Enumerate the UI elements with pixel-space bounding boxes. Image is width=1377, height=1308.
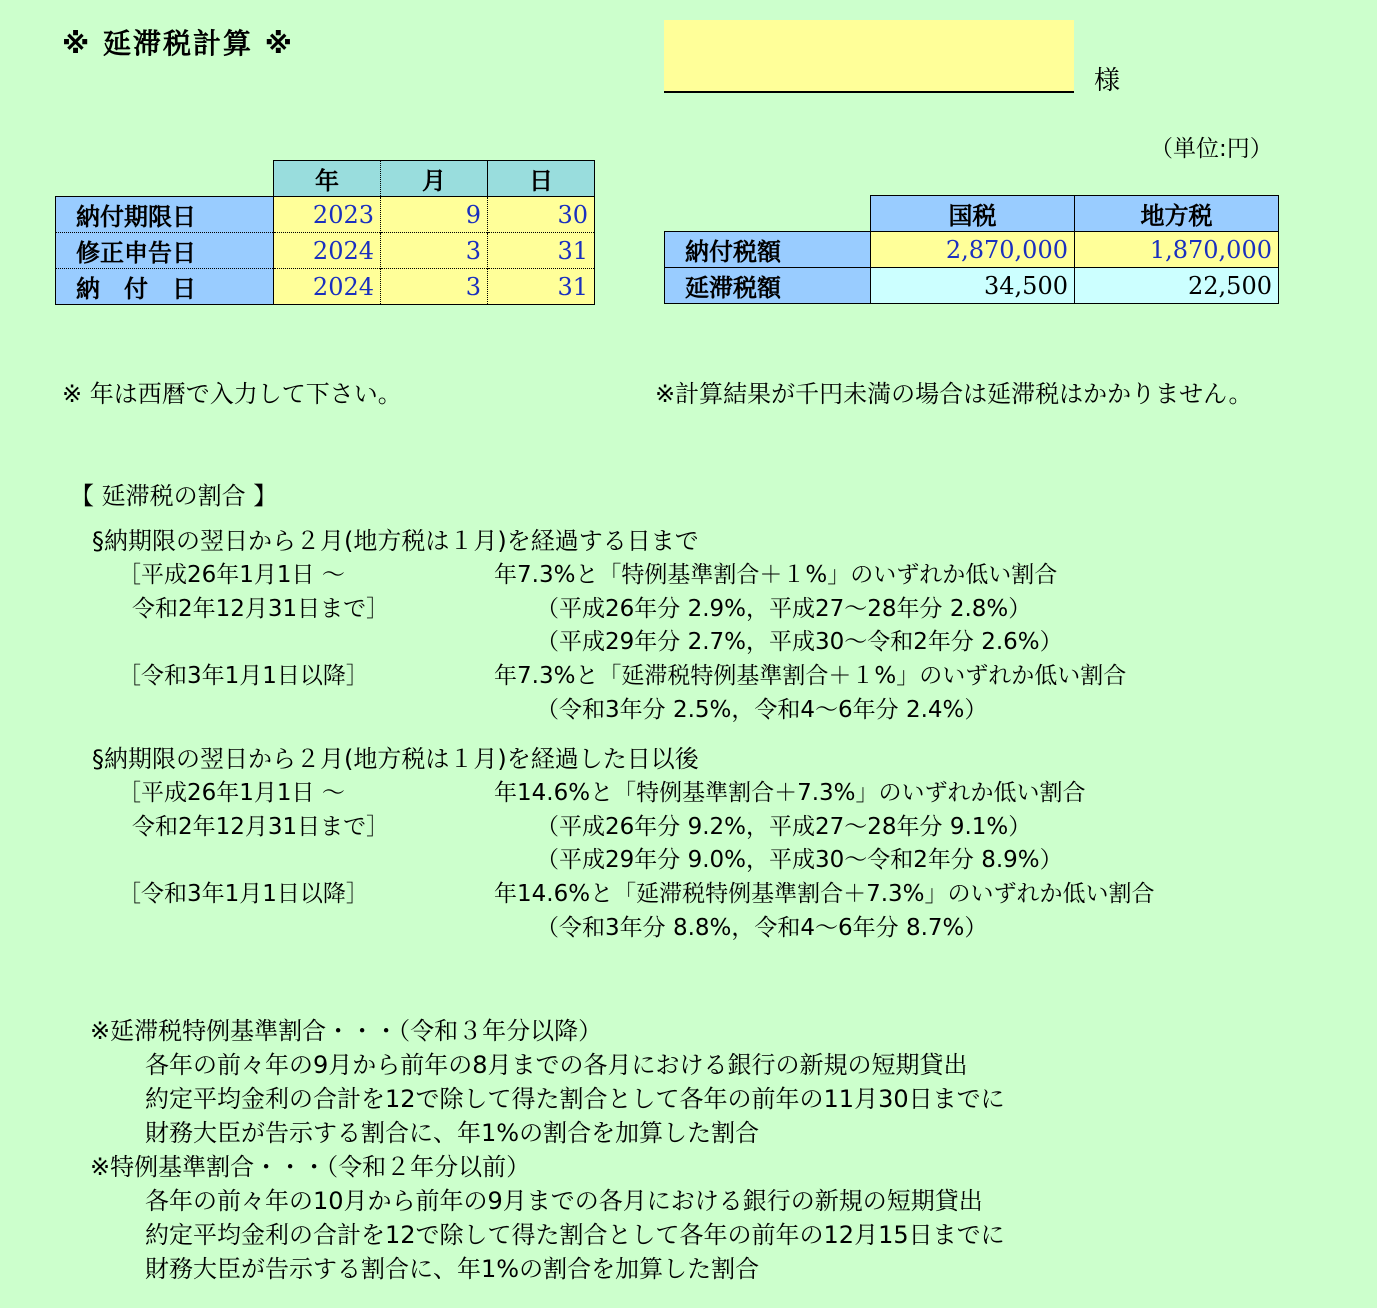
rates-heading: 【 延滞税の割合 】 — [70, 482, 278, 510]
local-tax-amount-input[interactable]: 1,870,000 — [1075, 232, 1279, 268]
table-row — [665, 268, 1279, 304]
footnote-text: 約定平均金利の合計を12で除して得た割合として各年の前年の12月15日までに — [145, 1221, 1005, 1249]
row-label-amended: 修正申告日 — [56, 233, 274, 269]
footnote-text: 約定平均金利の合計を12で除して得た割合として各年の前年の11月30日までに — [145, 1085, 1005, 1113]
local-delinquency-tax-value: 22,500 — [1075, 268, 1279, 304]
footnote-title: ※延滞税特例基準割合・・・（令和３年分以降） — [90, 1017, 603, 1045]
table-row — [56, 197, 595, 233]
row-label-payment: 納 付 日 — [56, 269, 274, 305]
payment-year-input[interactable]: 2024 — [274, 269, 381, 305]
table-row — [56, 269, 595, 305]
rates-section-1-title: §納期限の翌日から２月(地方税は１月)を経過する日まで — [92, 527, 699, 555]
footnote-text: 各年の前々年の10月から前年の9月までの各月における銀行の新規の短期貸出 — [145, 1187, 983, 1215]
row-label-deadline: 納付期限日 — [56, 197, 274, 233]
col-local-tax-header: 地方税 — [1075, 196, 1279, 232]
amended-year-input[interactable]: 2024 — [274, 233, 381, 269]
unit-label: （単位:円） — [1150, 136, 1273, 162]
col-year-header: 年 — [274, 161, 381, 197]
rates-detail-text: （令和3年分 2.5%，令和4～6年分 2.4%） — [536, 697, 988, 723]
footnote-text: 財務大臣が告示する割合に、年1%の割合を加算した割合 — [145, 1119, 760, 1147]
page-title: ※ 延滞税計算 ※ — [62, 27, 294, 60]
row-label-tax-amount: 納付税額 — [665, 232, 871, 268]
rates-detail-text: （平成29年分 2.7%，平成30～令和2年分 2.6%） — [536, 629, 1063, 655]
national-tax-amount-input[interactable]: 2,870,000 — [871, 232, 1075, 268]
table-row — [56, 233, 595, 269]
rates-period-label: 令和2年12月31日まで］ — [132, 814, 390, 840]
note-threshold: ※計算結果が千円未満の場合は延滞税はかかりません。 — [655, 380, 1253, 408]
row-label-delinquency-tax: 延滞税額 — [665, 268, 871, 304]
rates-section-2-title: §納期限の翌日から２月(地方税は１月)を経過した日以後 — [92, 745, 699, 773]
rates-rule-text: 年7.3%と「延滞税特例基準割合＋１%」のいずれか低い割合 — [494, 663, 1127, 689]
col-national-tax-header: 国税 — [871, 196, 1075, 232]
table-row — [665, 232, 1279, 268]
national-delinquency-tax-value: 34,500 — [871, 268, 1075, 304]
amended-month-input[interactable]: 3 — [381, 233, 488, 269]
rates-detail-text: （平成26年分 2.9%，平成27～28年分 2.8%） — [536, 596, 1032, 622]
payment-day-input[interactable]: 31 — [488, 269, 595, 305]
rates-detail-text: （令和3年分 8.8%，令和4～6年分 8.7%） — [536, 915, 988, 941]
note-year-format: ※ 年は西暦で入力して下さい。 — [62, 380, 402, 408]
rates-detail-text: （平成29年分 9.0%，平成30～令和2年分 8.9%） — [536, 847, 1063, 873]
deadline-year-input[interactable]: 2023 — [274, 197, 381, 233]
col-day-header: 日 — [488, 161, 595, 197]
honorific-label: 様 — [1094, 66, 1121, 96]
rates-period-label: 令和2年12月31日まで］ — [132, 596, 390, 622]
footnote-text: 財務大臣が告示する割合に、年1%の割合を加算した割合 — [145, 1255, 760, 1283]
rates-rule-text: 年14.6%と「特例基準割合＋7.3%」のいずれか低い割合 — [494, 780, 1086, 806]
footnote-text: 各年の前々年の9月から前年の8月までの各月における銀行の新規の短期貸出 — [145, 1051, 968, 1079]
deadline-month-input[interactable]: 9 — [381, 197, 488, 233]
amended-day-input[interactable]: 31 — [488, 233, 595, 269]
rates-period-label: ［令和3年1月1日以降］ — [118, 881, 369, 907]
payment-month-input[interactable]: 3 — [381, 269, 488, 305]
date-table — [55, 160, 595, 305]
rates-rule-text: 年7.3%と「特例基準割合＋１%」のいずれか低い割合 — [494, 562, 1058, 588]
customer-name-input[interactable] — [664, 20, 1074, 93]
footnote-title: ※特例基準割合・・・（令和２年分以前） — [90, 1153, 531, 1181]
rates-rule-text: 年14.6%と「延滞税特例基準割合＋7.3%」のいずれか低い割合 — [494, 881, 1155, 907]
col-month-header: 月 — [381, 161, 488, 197]
tax-table — [664, 195, 1279, 304]
rates-detail-text: （平成26年分 9.2%，平成27～28年分 9.1%） — [536, 814, 1032, 840]
rates-period-label: ［令和3年1月1日以降］ — [118, 663, 369, 689]
rates-period-label: ［平成26年1月1日 ～ — [118, 562, 345, 588]
deadline-day-input[interactable]: 30 — [488, 197, 595, 233]
rates-period-label: ［平成26年1月1日 ～ — [118, 780, 345, 806]
